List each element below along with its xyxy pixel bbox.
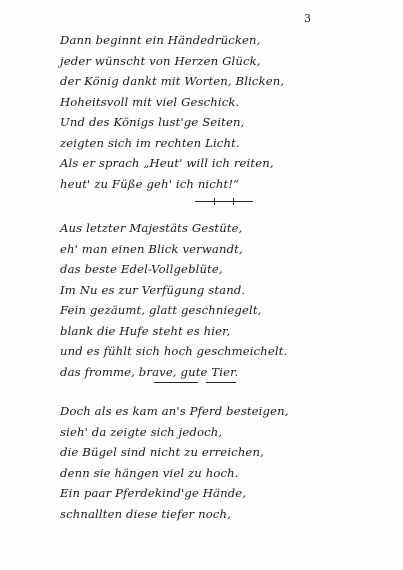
word-underline [206,382,236,384]
poem-line: Und des Königs lust'ge Seiten, [60,115,245,129]
poem-line: jeder wünscht von Herzen Glück, [60,53,261,68]
poem-line: Doch als es kam an's Pferd besteigen, [60,404,289,418]
poem-line: Fein gezäumt, glatt geschniegelt, [60,303,262,317]
poem-line: die Bügel sind nicht zu erreichen, [60,445,264,459]
poem-line: schnallten diese tiefer noch, [60,506,231,521]
stanza-2 [60,218,360,382]
poem-line: der König dankt mit Worten, Blicken, [60,74,285,88]
poem-line: das fromme, brave, gute Tier. [60,364,239,379]
poem-line: das beste Edel-Vollgeblüte, [60,262,223,276]
stanza-3 [60,401,360,524]
poem-line: Hoheitsvoll mit viel Geschick. [60,94,240,109]
poem-line: denn sie hängen viel zu hoch. [60,465,239,480]
poem-line: zeigten sich im rechten Licht. [60,135,240,150]
word-underline [154,382,198,384]
poem-line: Als er sprach „Heut' will ich reiten, [60,156,274,170]
poem-line: sieh' da zeigte sich jedoch, [60,424,223,439]
page-number: 3 [304,12,311,25]
poem-line: heut' zu Füße geh' ich nicht!“ [60,176,240,191]
stanza-divider [195,201,253,203]
poem-line: Ein paar Pferdekind'ge Hände, [60,486,247,500]
poem-line: Aus letzter Majestäts Gestüte, [60,221,243,235]
stanza-1 [60,30,360,194]
poem-line: Dann beginnt ein Händedrücken, [60,33,261,47]
poem-line: blank die Hufe steht es hier, [60,323,231,338]
poem-line: eh' man einen Blick verwandt, [60,241,243,256]
poem-line: und es fühlt sich hoch geschmeichelt. [60,344,288,358]
poem-line: Im Nu es zur Verfügung stand. [60,282,246,297]
